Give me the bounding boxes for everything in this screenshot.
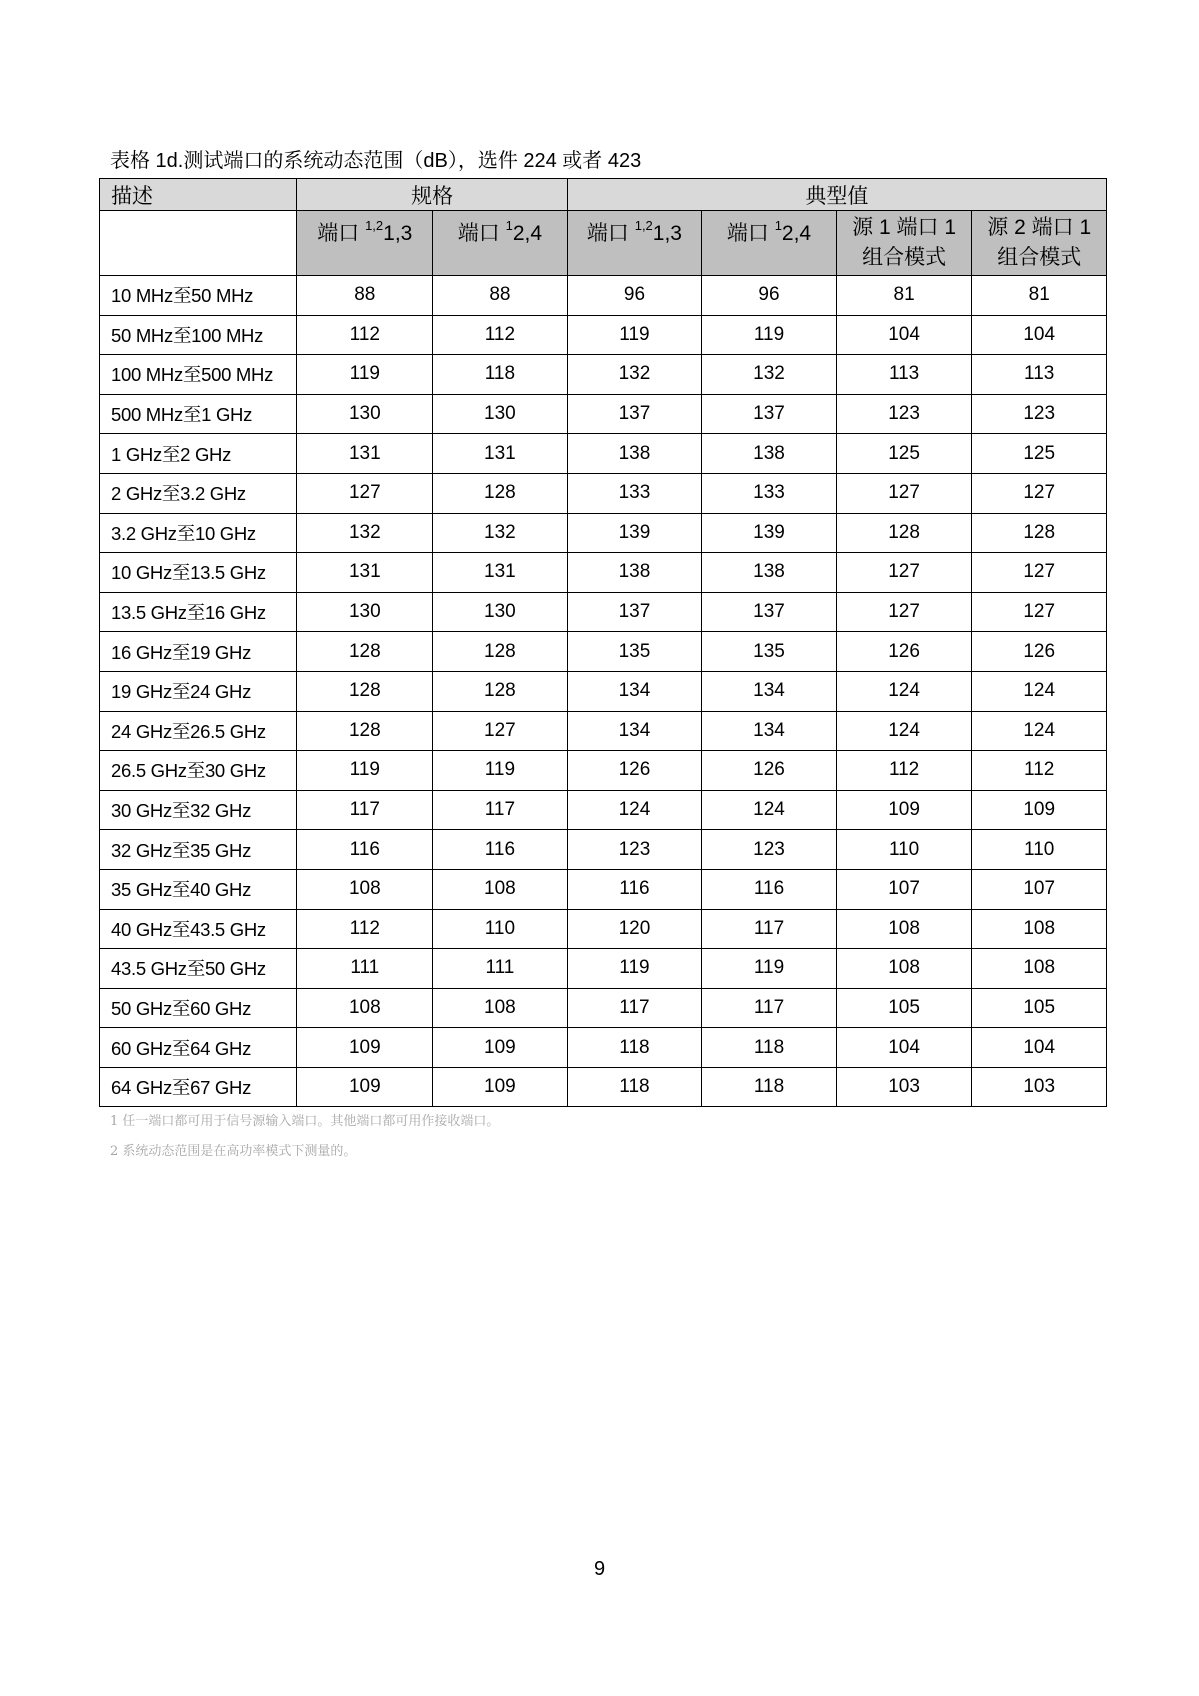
value-cell: 131 [297,553,433,593]
value-cell: 130 [297,592,433,632]
value-cell: 128 [297,632,433,672]
value-cell: 119 [702,315,837,355]
footnote-1: 1 任一端口都可用于信号源输入端口。其他端口都可用作接收端口。 [110,1114,500,1129]
value-cell: 119 [567,315,702,355]
value-cell: 119 [297,355,433,395]
value-cell: 112 [972,751,1107,791]
value-cell: 119 [567,949,702,989]
value-cell: 117 [702,909,837,949]
frequency-range-cell: 1 GHz至2 GHz [100,434,297,474]
table-row [100,315,1107,355]
value-cell: 110 [433,909,568,949]
value-cell: 117 [433,790,568,830]
value-cell: 108 [297,869,433,909]
value-cell: 126 [567,751,702,791]
value-cell: 130 [433,394,568,434]
value-cell: 128 [297,671,433,711]
value-cell: 137 [702,394,837,434]
frequency-range-cell: 2 GHz至3.2 GHz [100,473,297,513]
value-cell: 124 [972,711,1107,751]
value-cell: 130 [297,394,433,434]
value-cell: 132 [433,513,568,553]
frequency-range-cell: 3.2 GHz至10 GHz [100,513,297,553]
table-caption: 表格 1d.测试端口的系统动态范围（dB），选件 224 或者 423 [110,150,642,172]
table-row [100,632,1107,672]
table-row [100,394,1107,434]
value-cell: 105 [972,988,1107,1028]
value-cell: 127 [972,592,1107,632]
value-cell: 137 [567,394,702,434]
value-cell: 116 [433,830,568,870]
frequency-range-cell: 30 GHz至32 GHz [100,790,297,830]
header-description: 描述 [100,179,297,211]
value-cell: 88 [433,276,568,316]
header-spec-group: 规格 [297,179,567,211]
value-cell: 96 [567,276,702,316]
footnote-ref: 1 [774,218,782,233]
value-cell: 88 [297,276,433,316]
header-col-source-2: 源 2 端口 1 组合模式 [972,211,1107,276]
value-cell: 132 [702,355,837,395]
value-cell: 116 [702,869,837,909]
value-cell: 116 [567,869,702,909]
frequency-range-cell: 43.5 GHz至50 GHz [100,949,297,989]
value-cell: 134 [567,711,702,751]
value-cell: 132 [297,513,433,553]
value-cell: 133 [567,473,702,513]
value-cell: 134 [702,671,837,711]
value-cell: 103 [836,1067,972,1107]
frequency-range-cell: 32 GHz至35 GHz [100,830,297,870]
value-cell: 127 [972,553,1107,593]
table-row [100,671,1107,711]
value-cell: 111 [297,949,433,989]
frequency-range-cell: 40 GHz至43.5 GHz [100,909,297,949]
table-row [100,830,1107,870]
footnote-ref: 1,2 [634,218,653,233]
value-cell: 128 [297,711,433,751]
value-cell: 139 [567,513,702,553]
value-cell: 128 [433,473,568,513]
value-cell: 125 [972,434,1107,474]
table-row [100,553,1107,593]
value-cell: 81 [836,276,972,316]
value-cell: 118 [433,355,568,395]
value-cell: 104 [972,315,1107,355]
value-cell: 113 [836,355,972,395]
frequency-range-cell: 50 MHz至100 MHz [100,315,297,355]
frequency-range-cell: 16 GHz至19 GHz [100,632,297,672]
table-row [100,592,1107,632]
value-cell: 108 [297,988,433,1028]
frequency-range-cell: 10 GHz至13.5 GHz [100,553,297,593]
value-cell: 117 [297,790,433,830]
frequency-range-cell: 10 MHz至50 MHz [100,276,297,316]
value-cell: 126 [836,632,972,672]
value-cell: 119 [702,949,837,989]
value-cell: 104 [836,315,972,355]
frequency-range-cell: 13.5 GHz至16 GHz [100,592,297,632]
value-cell: 127 [297,473,433,513]
dynamic-range-table [99,178,1107,1107]
page-number: 9 [593,1558,606,1580]
frequency-range-cell: 60 GHz至64 GHz [100,1028,297,1068]
value-cell: 108 [836,909,972,949]
value-cell: 128 [836,513,972,553]
value-cell: 112 [297,909,433,949]
header-blank-cell [100,211,297,276]
header-col-typ-port-2-4: 端口 $^1$2,4 [702,211,837,276]
value-cell: 134 [567,671,702,711]
frequency-range-cell: 19 GHz至24 GHz [100,671,297,711]
table-row [100,1067,1107,1107]
value-cell: 108 [836,949,972,989]
value-cell: 120 [567,909,702,949]
value-cell: 108 [972,909,1107,949]
value-cell: 139 [702,513,837,553]
value-cell: 119 [297,751,433,791]
table-row [100,1028,1107,1068]
value-cell: 118 [567,1067,702,1107]
value-cell: 131 [433,434,568,474]
table-row [100,751,1107,791]
value-cell: 112 [433,315,568,355]
value-cell: 81 [972,276,1107,316]
value-cell: 107 [836,869,972,909]
value-cell: 118 [567,1028,702,1068]
header-col-typ-port-1-3: 端口 $^{1,2}$1,3 [567,211,702,276]
value-cell: 109 [297,1028,433,1068]
frequency-range-cell: 35 GHz至40 GHz [100,869,297,909]
value-cell: 124 [567,790,702,830]
value-cell: 138 [702,434,837,474]
value-cell: 133 [702,473,837,513]
value-cell: 131 [433,553,568,593]
value-cell: 124 [702,790,837,830]
value-cell: 104 [972,1028,1107,1068]
footnotes [110,1113,499,1173]
value-cell: 96 [702,276,837,316]
value-cell: 112 [836,751,972,791]
value-cell: 109 [297,1067,433,1107]
value-cell: 107 [972,869,1107,909]
value-cell: 126 [702,751,837,791]
table-row [100,988,1107,1028]
frequency-range-cell: 500 MHz至1 GHz [100,394,297,434]
value-cell: 134 [702,711,837,751]
value-cell: 113 [972,355,1107,395]
value-cell: 110 [836,830,972,870]
value-cell: 130 [433,592,568,632]
value-cell: 119 [433,751,568,791]
value-cell: 118 [702,1028,837,1068]
value-cell: 117 [702,988,837,1028]
table-row [100,909,1107,949]
value-cell: 104 [836,1028,972,1068]
value-cell: 108 [972,949,1107,989]
value-cell: 124 [836,711,972,751]
value-cell: 103 [972,1067,1107,1107]
table-row [100,869,1107,909]
header-col-source-1: 源 1 端口 1 组合模式 [836,211,972,276]
table-row [100,355,1107,395]
value-cell: 125 [836,434,972,474]
value-cell: 128 [972,513,1107,553]
value-cell: 128 [433,671,568,711]
value-cell: 123 [972,394,1107,434]
header-typical-group: 典型值 [567,179,1106,211]
value-cell: 137 [567,592,702,632]
value-cell: 137 [702,592,837,632]
value-cell: 128 [433,632,568,672]
value-cell: 111 [433,949,568,989]
value-cell: 127 [836,592,972,632]
frequency-range-cell: 24 GHz至26.5 GHz [100,711,297,751]
value-cell: 110 [972,830,1107,870]
footnote-2: 2 系统动态范围是在高功率模式下测量的。 [110,1144,357,1159]
value-cell: 127 [433,711,568,751]
value-cell: 117 [567,988,702,1028]
value-cell: 126 [972,632,1107,672]
value-cell: 123 [567,830,702,870]
frequency-range-cell: 26.5 GHz至30 GHz [100,751,297,791]
value-cell: 109 [972,790,1107,830]
table-row [100,790,1107,830]
table-row [100,434,1107,474]
value-cell: 105 [836,988,972,1028]
value-cell: 138 [567,553,702,593]
value-cell: 124 [836,671,972,711]
table-row [100,949,1107,989]
value-cell: 131 [297,434,433,474]
value-cell: 112 [297,315,433,355]
value-cell: 116 [297,830,433,870]
value-cell: 118 [702,1067,837,1107]
value-cell: 135 [702,632,837,672]
header-col-spec-port-2-4: 端口 $^1$2,4 [433,211,568,276]
frequency-range-cell: 50 GHz至60 GHz [100,988,297,1028]
frequency-range-cell: 100 MHz至500 MHz [100,355,297,395]
value-cell: 127 [836,473,972,513]
value-cell: 109 [836,790,972,830]
value-cell: 108 [433,869,568,909]
table-row [100,276,1107,316]
table-row [100,473,1107,513]
header-col-spec-port-1-3: 端口 $^{1,2}$1,3 [297,211,433,276]
footnote-ref: 1 [505,218,513,233]
value-cell: 124 [972,671,1107,711]
table-row [100,513,1107,553]
table-header-row-2 [100,211,1107,276]
value-cell: 138 [567,434,702,474]
value-cell: 109 [433,1028,568,1068]
value-cell: 132 [567,355,702,395]
value-cell: 127 [972,473,1107,513]
value-cell: 109 [433,1067,568,1107]
frequency-range-cell: 64 GHz至67 GHz [100,1067,297,1107]
table-header-row-1 [100,179,1107,211]
value-cell: 123 [702,830,837,870]
table-row [100,711,1107,751]
value-cell: 108 [433,988,568,1028]
value-cell: 127 [836,553,972,593]
value-cell: 123 [836,394,972,434]
value-cell: 138 [702,553,837,593]
footnote-ref: 1,2 [365,218,384,233]
value-cell: 135 [567,632,702,672]
